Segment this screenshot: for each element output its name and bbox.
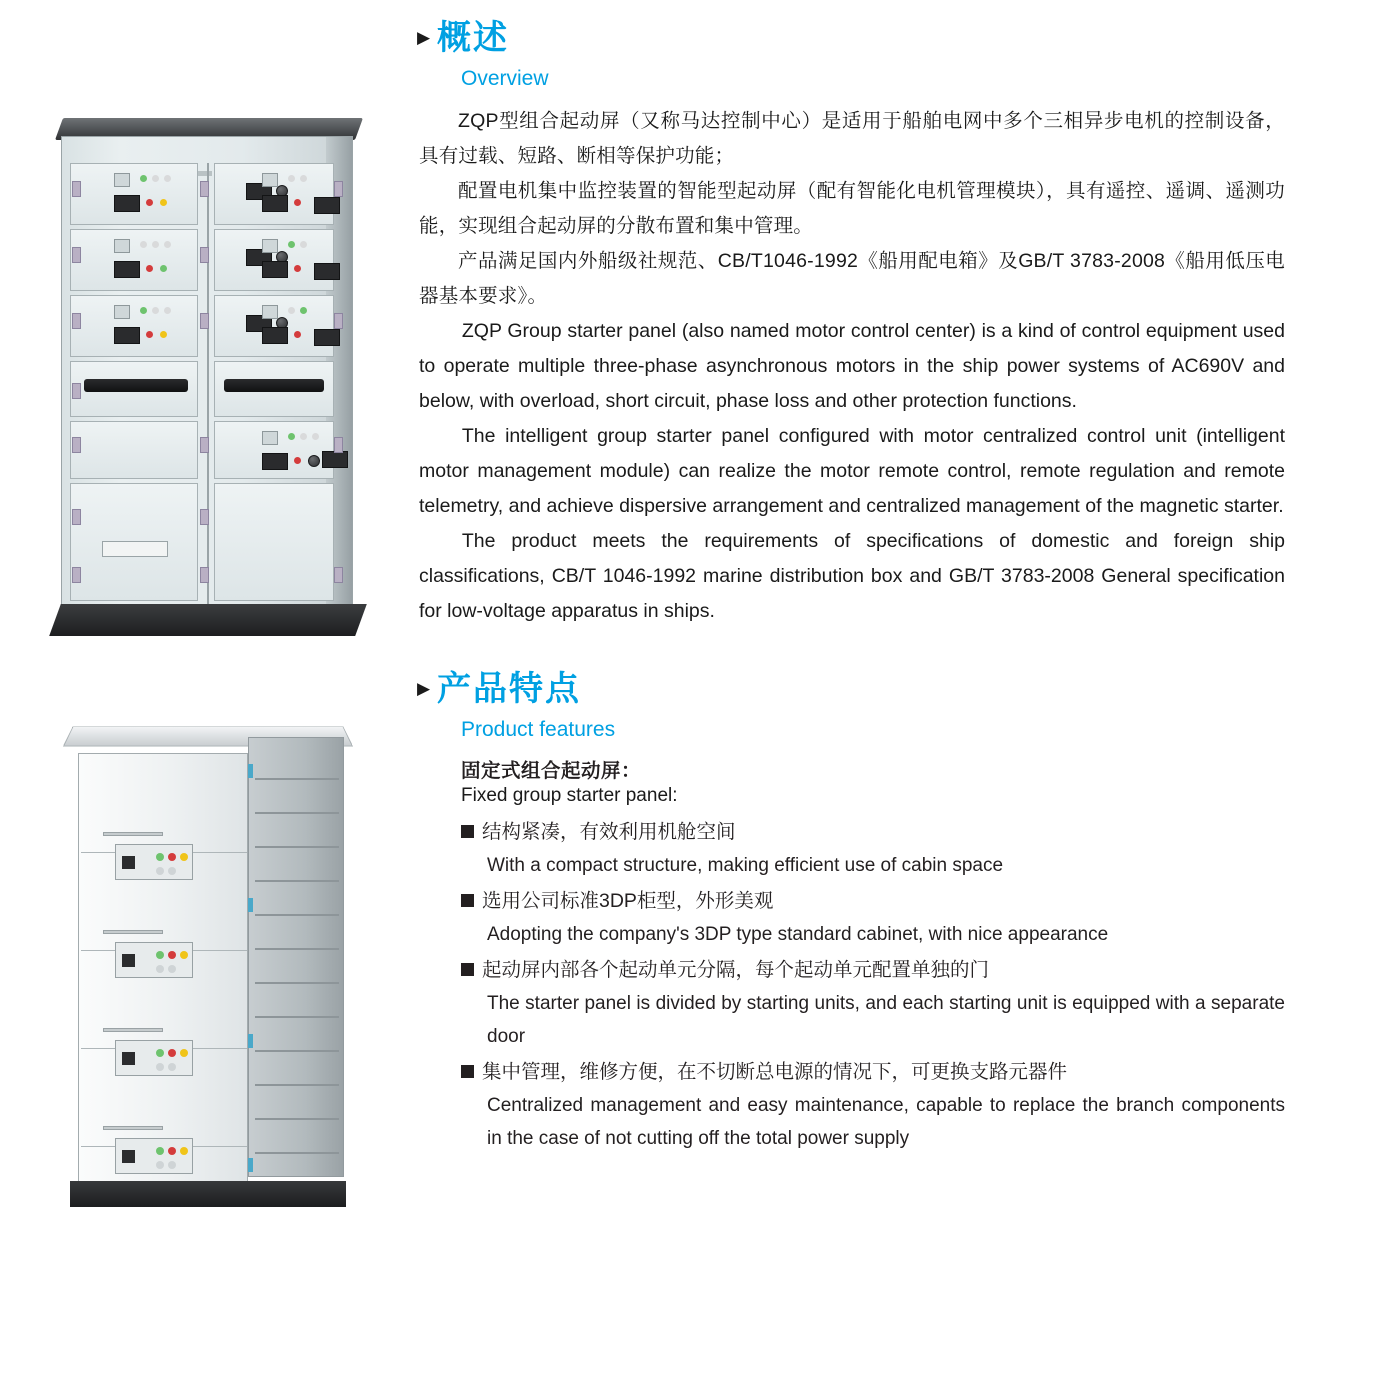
features-subtitle-cn: 固定式组合起动屏： bbox=[461, 760, 642, 782]
control-plate bbox=[114, 173, 130, 187]
ammeter bbox=[314, 263, 340, 280]
features-title-cn: 产品特点 bbox=[437, 670, 581, 708]
features-body bbox=[415, 755, 1285, 1155]
door-hinge bbox=[200, 437, 209, 453]
control-panel bbox=[115, 1040, 193, 1076]
section-product-features bbox=[415, 665, 1285, 1155]
feature-item bbox=[461, 884, 1285, 951]
door-hinge bbox=[334, 181, 343, 197]
door-hinge bbox=[200, 509, 209, 525]
ammeter bbox=[114, 195, 140, 212]
indicator-lamp bbox=[168, 951, 176, 959]
indicator-lamp bbox=[294, 265, 301, 272]
feature-cn-row bbox=[461, 1055, 1285, 1089]
indicator-lamp bbox=[152, 241, 159, 248]
starter-unit-door bbox=[70, 163, 198, 225]
triangle-right-icon: ▶ bbox=[417, 28, 431, 47]
control-plate bbox=[114, 305, 130, 319]
indicator-lamp bbox=[140, 175, 147, 182]
overview-title-cn: 概述 bbox=[437, 19, 509, 57]
indicator-lamp bbox=[180, 1049, 188, 1057]
ammeter bbox=[322, 451, 348, 468]
feature-item bbox=[461, 1055, 1285, 1155]
door-handle bbox=[103, 930, 163, 934]
selector-knob bbox=[308, 455, 320, 467]
door-hinge bbox=[200, 567, 209, 583]
starter-unit-door bbox=[70, 295, 198, 357]
product-photo-top bbox=[45, 110, 375, 640]
cabinet-front-doors bbox=[78, 753, 248, 1183]
starter-unit-door bbox=[70, 229, 198, 291]
door-hinge bbox=[72, 437, 81, 453]
door-hinge bbox=[72, 247, 81, 263]
control-plate bbox=[114, 239, 130, 253]
fixed-starter-panel-illustration bbox=[60, 715, 360, 1235]
indicator-lamp bbox=[288, 433, 295, 440]
side-slat bbox=[255, 1016, 339, 1018]
indicator-lamp bbox=[300, 307, 307, 314]
feature-text-cn: 起动屏内部各个起动单元分隔，每个起动单元配置单独的门 bbox=[482, 959, 990, 981]
cabinet-body bbox=[61, 136, 353, 606]
product-images-column bbox=[0, 0, 400, 1379]
paragraph: The product meets the requirements of specifications of domestic and foreign ship classifications, CB/T 1046-1992 marine distribution box and GB/T 3783-2008 General specification for low-voltage apparatus in ships. bbox=[419, 530, 1285, 622]
square-bullet-icon bbox=[461, 1065, 474, 1078]
side-slat bbox=[255, 778, 339, 780]
indicator-lamp bbox=[300, 433, 307, 440]
indicator-lamp bbox=[294, 457, 301, 464]
door-hinge bbox=[72, 383, 81, 399]
starter-unit-door bbox=[70, 421, 198, 479]
starter-panel-illustration bbox=[45, 110, 375, 640]
overview-heading bbox=[415, 14, 1285, 62]
indicator-lamp bbox=[164, 241, 171, 248]
indicator-lamp bbox=[156, 1063, 164, 1071]
indicator-lamp bbox=[300, 241, 307, 248]
product-photo-bottom bbox=[60, 715, 360, 1235]
side-slat bbox=[255, 812, 339, 814]
control-plate bbox=[262, 173, 278, 187]
indicator-lamp bbox=[168, 853, 176, 861]
door-handle bbox=[103, 832, 163, 836]
indicator-lamp bbox=[312, 433, 319, 440]
feature-cn-row bbox=[461, 815, 1285, 849]
indicator-lamp bbox=[288, 307, 295, 314]
indicator-lamp bbox=[168, 1049, 176, 1057]
door-hinge bbox=[334, 313, 343, 329]
indicator-lamp bbox=[146, 331, 153, 338]
feature-text-en: The starter panel is divided by starting units, and each starting unit is equipped with a separate door bbox=[487, 993, 1285, 1047]
square-bullet-icon bbox=[461, 825, 474, 838]
indicator-lamp bbox=[156, 951, 164, 959]
door-hinge bbox=[334, 437, 343, 453]
side-slat bbox=[255, 1118, 339, 1120]
indicator-lamp bbox=[156, 1147, 164, 1155]
feature-text-en: Adopting the company's 3DP type standard cabinet, with nice appearance bbox=[487, 924, 1109, 945]
indicator-lamp bbox=[180, 951, 188, 959]
ammeter bbox=[314, 197, 340, 214]
feature-text-cn: 选用公司标准3DP柜型，外形美观 bbox=[482, 890, 774, 912]
feature-text-en: Centralized management and easy maintenance, capable to replace the branch components in the case of not cutting off the total power supply bbox=[487, 1095, 1285, 1149]
indicator-lamp bbox=[180, 1147, 188, 1155]
features-subtitle-en: Fixed group starter panel: bbox=[461, 785, 678, 806]
feature-text-cn: 集中管理，维修方便，在不切断总电源的情况下，可更换支路元器件 bbox=[482, 1061, 1068, 1083]
door-hinge bbox=[200, 247, 209, 263]
indicator-lamp bbox=[300, 175, 307, 182]
paragraph: ZQP型组合起动屏（又称马达控制中心）是适用于船舶电网中多个三相异步电机的控制设备，具有过载、短路、断相等保护功能； bbox=[419, 110, 1285, 167]
feature-text-en: With a compact structure, making efficient use of cabin space bbox=[487, 855, 1004, 876]
door-handle bbox=[84, 379, 188, 392]
side-slat bbox=[255, 982, 339, 984]
indicator-lamp bbox=[146, 265, 153, 272]
features-heading bbox=[415, 665, 1285, 713]
door-handle bbox=[224, 379, 324, 392]
indicator-lamp bbox=[288, 175, 295, 182]
door-hinge bbox=[72, 313, 81, 329]
side-slat bbox=[255, 948, 339, 950]
indicator-lamp bbox=[164, 175, 171, 182]
meter-display bbox=[122, 954, 135, 967]
ammeter bbox=[314, 329, 340, 346]
feature-item bbox=[461, 815, 1285, 882]
indicator-lamp bbox=[156, 965, 164, 973]
indicator-lamp bbox=[168, 867, 176, 875]
indicator-lamp bbox=[294, 331, 301, 338]
side-slat bbox=[255, 1152, 339, 1154]
indicator-lamp bbox=[156, 853, 164, 861]
overview-title-en: Overview bbox=[461, 67, 549, 90]
ammeter bbox=[262, 261, 288, 278]
door-hinge bbox=[200, 181, 209, 197]
side-slat bbox=[255, 846, 339, 848]
feature-text-cn: 结构紧凑，有效利用机舱空间 bbox=[482, 821, 736, 843]
door-hinge bbox=[72, 509, 81, 525]
ammeter bbox=[262, 453, 288, 470]
document-content bbox=[415, 0, 1285, 1157]
control-panel bbox=[115, 1138, 193, 1174]
meter-display bbox=[122, 1150, 135, 1163]
indicator-lamp bbox=[152, 307, 159, 314]
triangle-right-icon: ▶ bbox=[417, 679, 431, 698]
indicator-lamp bbox=[156, 867, 164, 875]
overview-body bbox=[419, 104, 1285, 629]
door-handle bbox=[103, 1126, 163, 1130]
control-plate bbox=[262, 431, 278, 445]
side-slat bbox=[255, 880, 339, 882]
indicator-lamp bbox=[140, 241, 147, 248]
control-panel bbox=[115, 942, 193, 978]
cabinet-plinth bbox=[49, 604, 367, 636]
indicator-lamp bbox=[168, 1161, 176, 1169]
indicator-lamp bbox=[168, 1147, 176, 1155]
square-bullet-icon bbox=[461, 963, 474, 976]
ammeter bbox=[114, 261, 140, 278]
indicator-lamp bbox=[164, 307, 171, 314]
starter-unit-door bbox=[214, 421, 334, 479]
indicator-lamp bbox=[140, 307, 147, 314]
control-plate bbox=[262, 305, 278, 319]
meter-display bbox=[122, 856, 135, 869]
side-slat bbox=[255, 1084, 339, 1086]
indicator-lamp bbox=[160, 331, 167, 338]
indicator-lamp bbox=[152, 175, 159, 182]
cabinet-base bbox=[70, 1181, 346, 1207]
meter-display bbox=[122, 1052, 135, 1065]
ammeter bbox=[114, 327, 140, 344]
feature-cn-row bbox=[461, 953, 1285, 987]
ammeter bbox=[262, 327, 288, 344]
indicator-lamp bbox=[288, 241, 295, 248]
section-overview bbox=[415, 14, 1285, 629]
cabinet-label-plate bbox=[102, 541, 168, 557]
indicator-lamp bbox=[160, 265, 167, 272]
indicator-lamp bbox=[146, 199, 153, 206]
paragraph: The intelligent group starter panel configured with motor centralized control unit (intelligent motor management module) can realize the motor remote control, remote regulation and remote telemetry, and achieve dispersive arrangement and centralized management of the magnetic starter. bbox=[419, 425, 1285, 517]
cabinet-vertical-split bbox=[207, 163, 209, 633]
side-slat bbox=[255, 1050, 339, 1052]
starter-unit-door bbox=[214, 483, 334, 601]
control-panel bbox=[115, 844, 193, 880]
indicator-lamp bbox=[294, 199, 301, 206]
square-bullet-icon bbox=[461, 894, 474, 907]
indicator-lamp bbox=[168, 965, 176, 973]
paragraph: 产品满足国内外船级社规范、CB/T1046-1992《船用配电箱》及GB/T 3783-2008《船用低压电器基本要求》。 bbox=[419, 250, 1285, 307]
indicator-lamp bbox=[156, 1161, 164, 1169]
door-hinge bbox=[200, 313, 209, 329]
indicator-lamp bbox=[168, 1063, 176, 1071]
control-plate bbox=[262, 239, 278, 253]
door-hinge bbox=[72, 181, 81, 197]
door-handle bbox=[103, 1028, 163, 1032]
feature-item bbox=[461, 953, 1285, 1053]
ammeter bbox=[262, 195, 288, 212]
paragraph: ZQP Group starter panel (also named motor control center) is a kind of control equipment used to operate multiple three-phase asynchronous motors in the ship power systems of AC690V and below, with overload, short circuit, phase loss and other protection functions. bbox=[419, 320, 1285, 412]
door-hinge bbox=[72, 567, 81, 583]
cabinet-side-panel bbox=[248, 737, 344, 1177]
feature-cn-row bbox=[461, 884, 1285, 918]
side-slat bbox=[255, 914, 339, 916]
indicator-lamp bbox=[160, 199, 167, 206]
indicator-lamp bbox=[180, 853, 188, 861]
indicator-lamp bbox=[156, 1049, 164, 1057]
door-hinge bbox=[334, 567, 343, 583]
paragraph: 配置电机集中监控装置的智能型起动屏（配有智能化电机管理模块），具有遥控、遥调、遥测功能，实现组合起动屏的分散布置和集中管理。 bbox=[419, 180, 1285, 237]
features-title-en: Product features bbox=[461, 718, 616, 741]
